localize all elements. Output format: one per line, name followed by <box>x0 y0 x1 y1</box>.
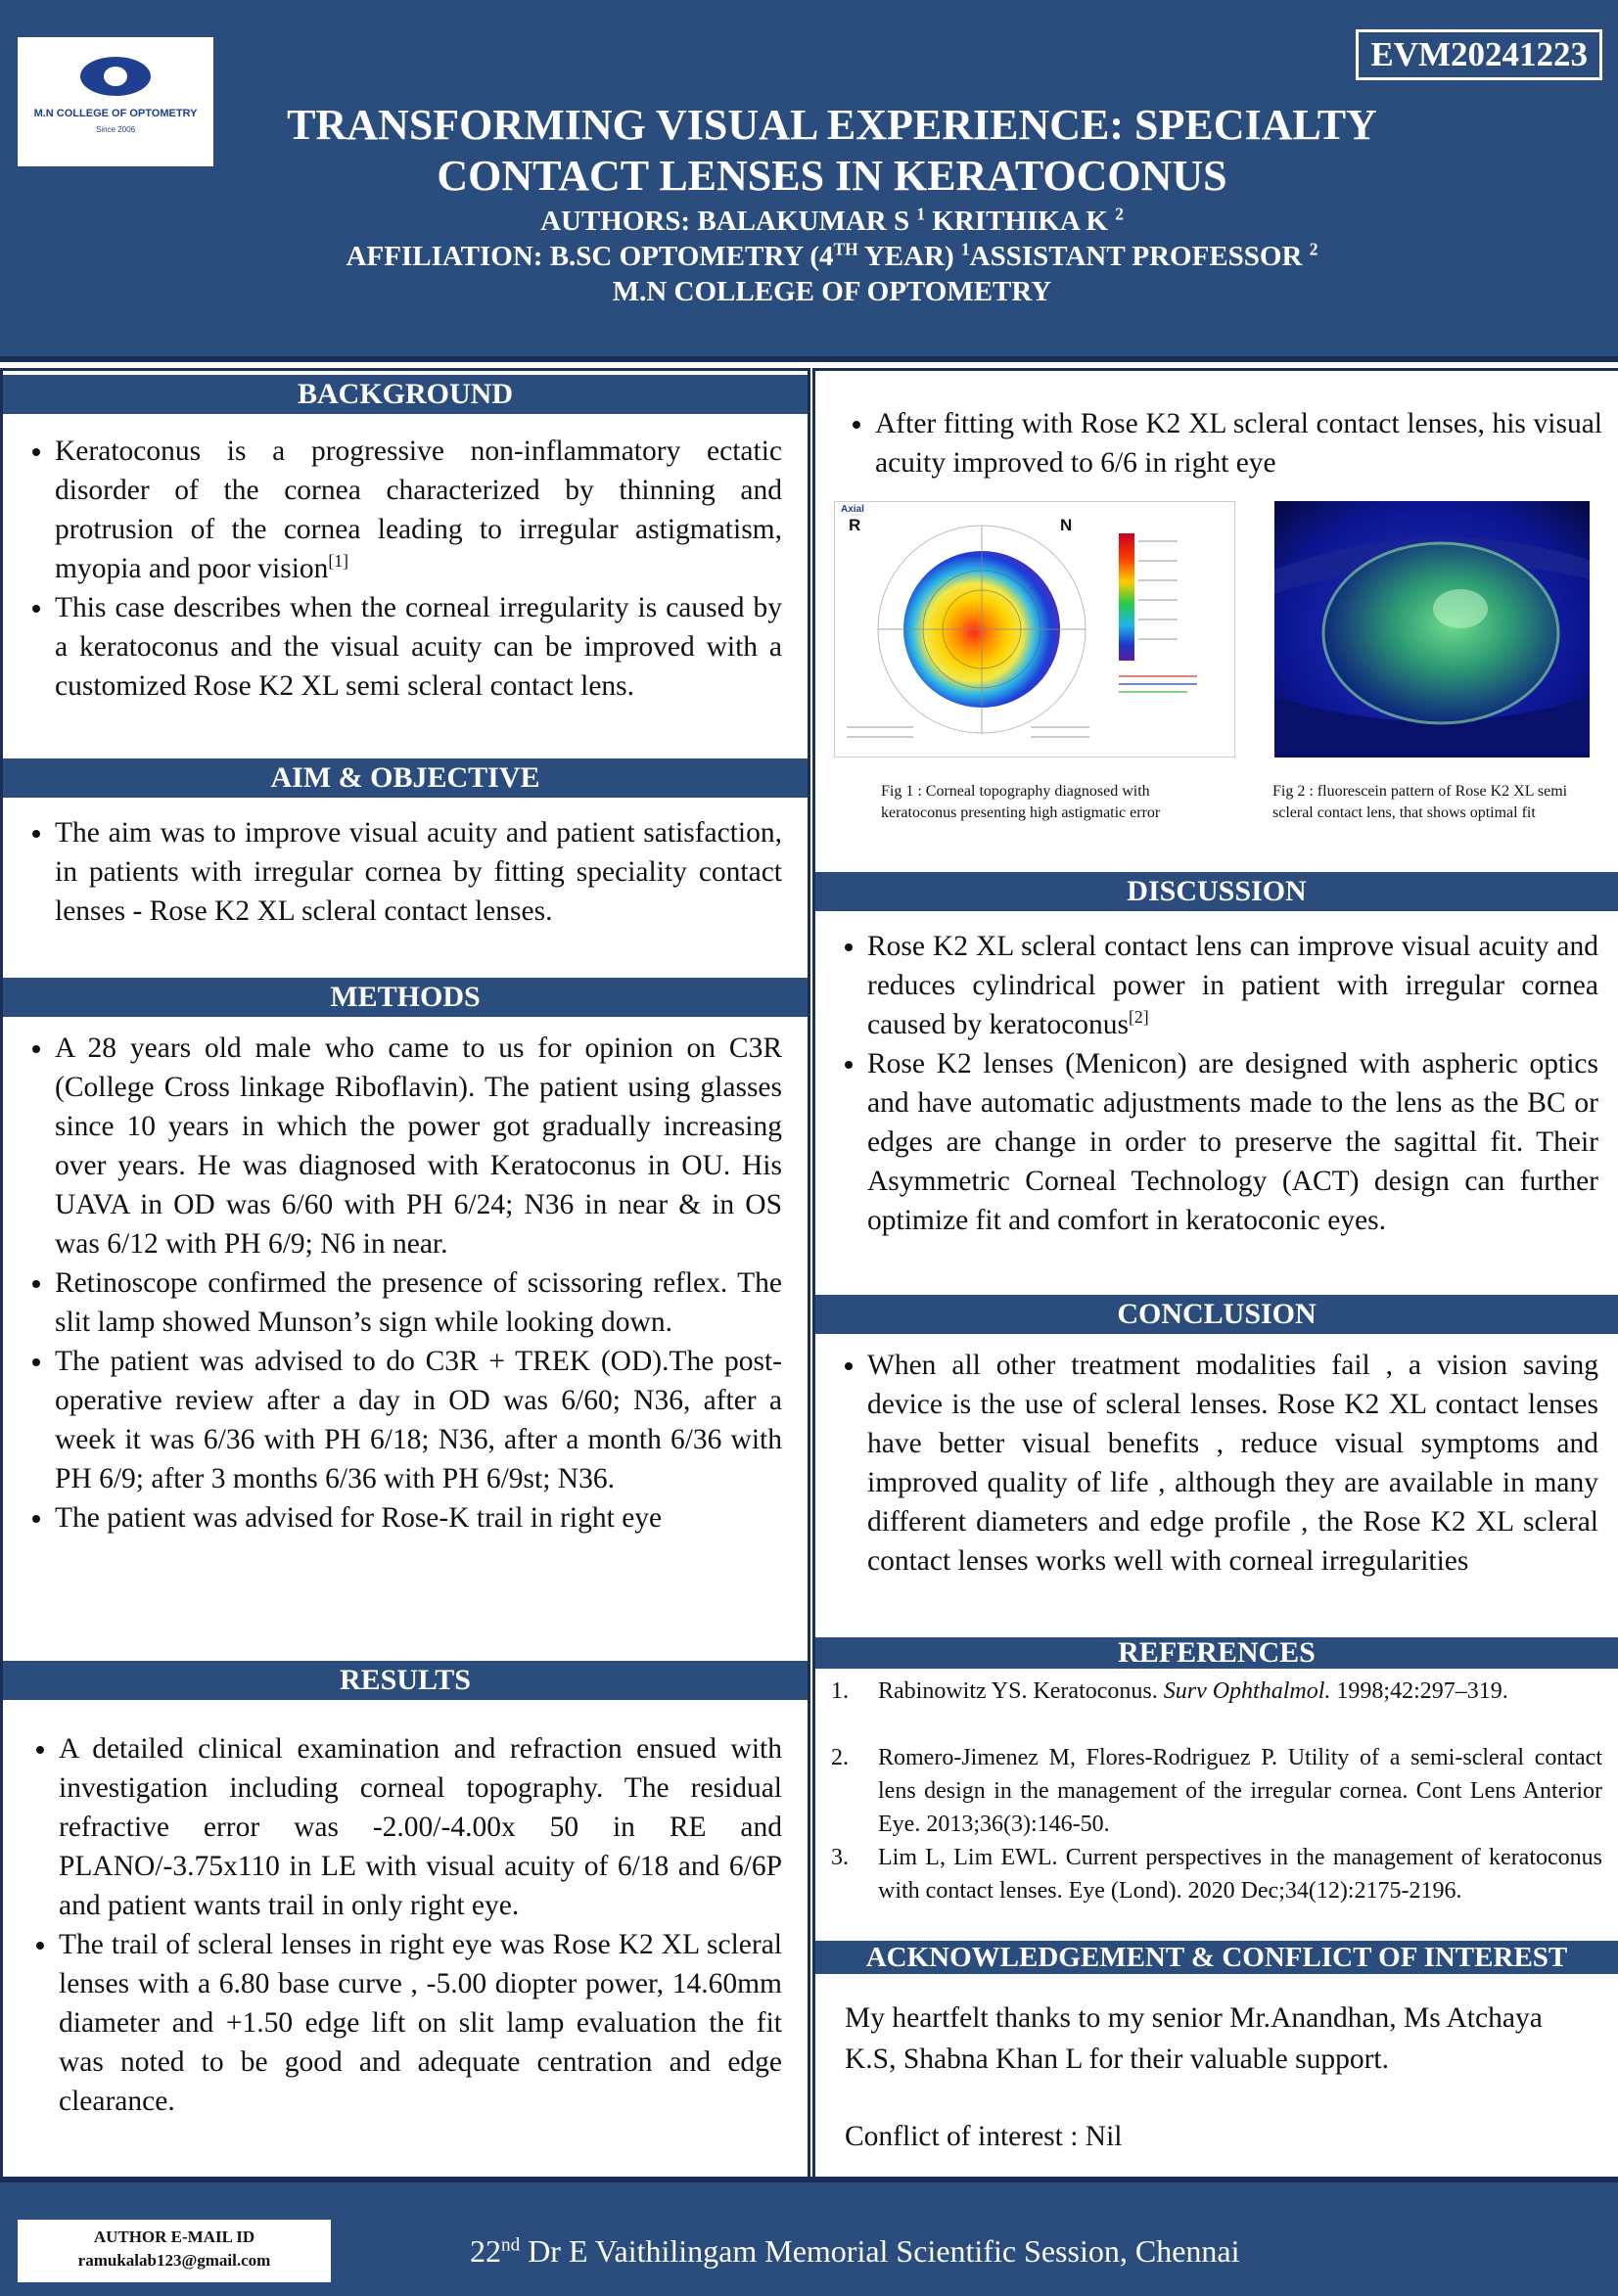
background-item-1-text: Keratoconus is a progressive non-inflammatory ectatic disorder of the cornea characterized by thinning and protrusion of the cornea leading to irregular astigmatism, myopia and poor vision <box>55 436 782 584</box>
aim-heading: AIM & OBJECTIVE <box>3 758 808 798</box>
poster-footer <box>0 2177 1618 2296</box>
author-email: ramukalab123@gmail.com <box>77 2251 271 2270</box>
methods-item-1: • A 28 years old male who came to us for opinion on C3R (College Cross linkage Riboflavin). The patient using glasses since 10 years in which the power got gradually increasing over years. He was diagnosed with Keratoconus in OU. His UAVA in OD was 6/60 with PH 6/24; N36 in near & in OS was 6/12 with PH 6/9; N6 in near. <box>55 1029 782 1263</box>
author-1: AUTHORS: BALAKUMAR S <box>540 206 910 237</box>
results-heading: RESULTS <box>3 1661 808 1700</box>
title-line-2: CONTACT LENSES IN KERATOCONUS <box>437 152 1227 200</box>
discussion-item-1 <box>867 927 1598 1044</box>
result-outcome-item: • After fitting with Rose K2 XL scleral contact lenses, his visual acuity improved to 6/6 in right eye <box>875 404 1602 482</box>
citation-1: [1] <box>328 551 349 572</box>
corneal-topography-figure <box>834 501 1235 758</box>
reference-3-number: 3. <box>831 1845 849 1870</box>
reference-2: Romero-Jimenez M, Flores-Rodriguez P. Utility of a semi-scleral contact lens design in the management of the irregular cornea. Cont Lens Anterior Eye. 2013;36(3):146-50. <box>878 1745 1602 1837</box>
figure-2-caption: Fig 2 : fluorescein pattern of Rose K2 XL semi scleral contact lens, that shows optimal fit <box>1272 783 1568 821</box>
affiliation-mark-1: 1 <box>960 239 970 259</box>
acknowledgement-heading: ACKNOWLEDGEMENT & CONFLICT OF INTEREST <box>815 1941 1618 1974</box>
conclusion-item-1: • When all other treatment modalities fail , a vision saving device is the use of scleral lenses. Rose K2 XL contact lenses have better visual benefits , reduce visual symptoms and improved quality of life , although they are available in many different diameters and edge profile , the Rose K2 XL scleral contact lenses works well with corneal irregularities <box>867 1346 1598 1581</box>
topography-map-icon <box>835 502 1234 757</box>
conclusion-body <box>815 1346 1598 1581</box>
reference-1-authors: Rabinowitz YS. Keratoconus. <box>878 1678 1164 1704</box>
poster-header <box>0 0 1618 362</box>
background-item-1 <box>55 432 782 588</box>
results-item-1: • A detailed clinical examination and refraction ensued with investigation including corneal topography. The residual refractive error was -2.00/-4.00x 50 in RE and PLANO/-3.75x110 in LE with visual acuity of 6/18 and 6/6P and patient wants trail in only right eye. <box>59 1729 782 1925</box>
background-body <box>3 432 782 706</box>
references-heading: REFERENCES <box>815 1637 1618 1669</box>
session-name <box>470 2233 1449 2269</box>
conclusion-heading: CONCLUSION <box>815 1295 1618 1334</box>
author-2-mark: 2 <box>1115 204 1124 224</box>
conflict-of-interest: Conflict of interest : Nil <box>845 2121 1123 2152</box>
methods-heading: METHODS <box>3 978 808 1017</box>
author-1-mark: 1 <box>916 204 926 224</box>
results-body <box>7 1729 782 2121</box>
background-item-2: • This case describes when the corneal irregularity is caused by a keratoconus and the visual acuity can be improved with a customized Rose K2 XL semi scleral contact lens. <box>55 588 782 706</box>
discussion-item-1-text: Rose K2 XL scleral contact lens can improve visual acuity and reduces cylindrical power in patient with irregular cornea caused by keratoconus <box>867 931 1598 1040</box>
email-label: AUTHOR E-MAIL ID <box>93 2227 255 2246</box>
reference-1 <box>878 1675 1602 1708</box>
fluorescein-pattern-figure <box>1274 501 1590 758</box>
title-line-1: TRANSFORMING VISUAL EXPERIENCE: SPECIALTY <box>287 101 1377 149</box>
session-number: 22 <box>470 2233 501 2269</box>
authors-line <box>196 204 1468 239</box>
methods-body <box>3 1029 782 1538</box>
right-eye-label: R <box>849 516 861 534</box>
reference-3: Lim L, Lim EWL. Current perspectives in the management of keratoconus with contact lenses. Eye (Lond). 2020 Dec;34(12):2175-2196. <box>878 1845 1602 1904</box>
affiliation-line <box>196 239 1468 274</box>
college-logo <box>18 37 213 166</box>
ordinal-sup: TH <box>833 239 858 259</box>
acknowledgement-text: My heartfelt thanks to my senior Mr.Anandhan, Ms Atchaya K.S, Shabna Khan L for their valuable support. <box>845 2002 1543 2075</box>
affiliation-mark-2: 2 <box>1309 239 1318 259</box>
aim-body <box>3 813 782 931</box>
citation-2: [2] <box>1129 1007 1149 1028</box>
left-column <box>0 368 810 2182</box>
right-top-body <box>823 404 1602 482</box>
affiliation-year: YEAR) <box>857 241 954 272</box>
background-heading: BACKGROUND <box>3 375 808 414</box>
session-title: Dr E Vaithilingam Memorial Scientific Session, Chennai <box>520 2233 1240 2269</box>
college-name: M.N COLLEGE OF OPTOMETRY <box>612 276 1052 307</box>
logo-text: M.N COLLEGE OF OPTOMETRY <box>33 108 198 119</box>
nasal-label: N <box>1060 516 1073 534</box>
methods-item-3: • The patient was advised to do C3R + TREK (OD).The post-operative review after a day in OD was 6/60; N36, after a week it was 6/36 with PH 6/18; N36, after a month 6/36 with PH 6/9; after 3 months 6/36 with PH 6/9st; N36. <box>55 1342 782 1498</box>
axial-label: Axial <box>841 504 864 515</box>
affiliation-2: ASSISTANT PROFESSOR <box>969 241 1303 272</box>
logo-since: Since 2006 <box>95 125 136 134</box>
methods-item-2: • Retinoscope confirmed the presence of scissoring reflex. The slit lamp showed Munson’s sign while looking down. <box>55 1263 782 1342</box>
results-item-2: • The trail of scleral lenses in right eye was Rose K2 XL scleral lenses with a 6.80 base curve , -5.00 diopter power, 14.60mm diameter and +1.50 edge lift on slit lamp evaluation the fit was noted to be good and adequate centration and edge clearance. <box>59 1925 782 2121</box>
poster-code: EVM20241223 <box>1356 29 1602 80</box>
affiliation-1: AFFILIATION: B.SC OPTOMETRY (4 <box>346 241 834 272</box>
aim-item-1: • The aim was to improve visual acuity and patient satisfaction, in patients with irregular cornea by fitting speciality contact lenses - Rose K2 XL scleral contact lenses. <box>55 813 782 931</box>
reference-1-number: 1. <box>831 1678 849 1704</box>
eye-photo-icon <box>1274 501 1590 758</box>
methods-item-4: • The patient was advised for Rose-K trail in right eye <box>55 1498 782 1538</box>
eye-emblem-icon <box>80 57 151 96</box>
discussion-body <box>815 927 1598 1240</box>
discussion-heading: DISCUSSION <box>815 872 1618 911</box>
figure-1-caption: Fig 1 : Corneal topography diagnosed with keratoconus presenting high astigmatic error <box>881 783 1161 821</box>
email-box <box>18 2220 331 2282</box>
reference-1-journal: Surv Ophthalmol. <box>1163 1678 1331 1704</box>
session-ordinal: nd <box>501 2234 521 2256</box>
discussion-item-2: • Rose K2 lenses (Menicon) are designed with aspheric optics and have automatic adjustments made to the lens as the BC or edges are change in order to preserve the sagittal fit. Their Asymmetric Corneal Technology (ACT) design can further optimize fit and comfort in keratoconic eyes. <box>867 1044 1598 1240</box>
reference-1-details: 1998;42:297–319. <box>1330 1678 1508 1704</box>
author-2: KRITHIKA K <box>925 206 1108 237</box>
reference-2-number: 2. <box>831 1745 849 1770</box>
